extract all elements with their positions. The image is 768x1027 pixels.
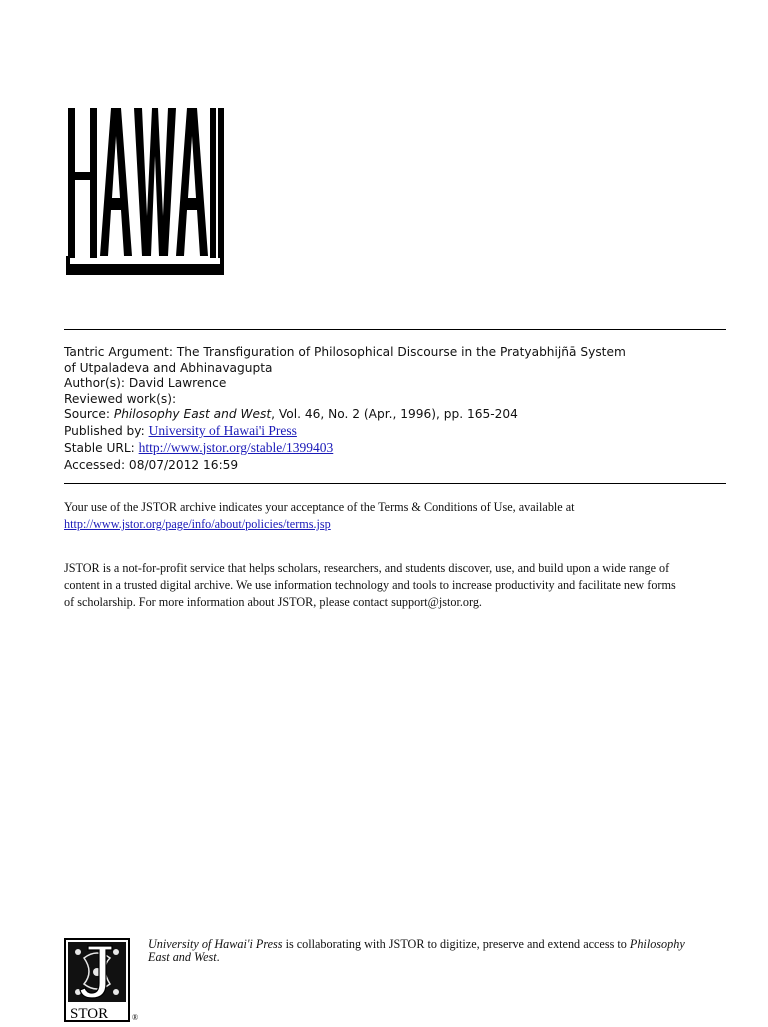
footer-publisher: University of Hawai'i Press <box>148 937 283 951</box>
authors: Author(s): David Lawrence <box>64 376 227 391</box>
published-by-label: Published by: <box>64 423 149 438</box>
article-title-line-1: Tantric Argument: The Transfiguration of Philosophical Discourse in the Pratyabhijñā System <box>64 345 626 359</box>
source-details: , Vol. 46, No. 2 (Apr., 1996), pp. 165-204 <box>271 407 518 422</box>
hawaii-press-logo-icon <box>66 106 226 276</box>
published-by-line <box>64 423 734 440</box>
collaboration-notice <box>148 938 728 963</box>
about-line-1: JSTOR is a not-for-profit service that helps scholars, researchers, and students discover, use, and build upon a wide range of <box>64 561 670 575</box>
middle-divider <box>64 483 726 484</box>
stable-url-link[interactable]: http://www.jstor.org/stable/1399403 <box>138 439 334 455</box>
terms-link[interactable]: http://www.jstor.org/page/info/about/policies/terms.jsp <box>64 517 331 531</box>
about-jstor <box>64 560 734 611</box>
jstor-logo-text: STOR <box>70 1006 109 1022</box>
about-line-3: of scholarship. For more information about JSTOR, please contact support@jstor.org. <box>64 595 482 609</box>
about-line-2: content in a trusted digital archive. We use information technology and tools to increase productivity and facilitate new forms <box>64 578 676 592</box>
registered-mark: ® <box>132 1013 139 1022</box>
terms-notice <box>64 499 734 533</box>
top-divider <box>64 329 726 330</box>
accessed-date: Accessed: 08/07/2012 16:59 <box>64 458 239 473</box>
source-journal: Philosophy East and West <box>113 407 272 422</box>
stable-url-line <box>64 440 734 457</box>
footer-journal-2: East and West <box>148 949 217 964</box>
reviewed-works: Reviewed work(s): <box>64 391 177 406</box>
source-line <box>64 407 734 423</box>
publisher-link[interactable]: University of Hawai'i Press <box>148 422 297 438</box>
footer-end: . <box>216 949 220 964</box>
source-label: Source: <box>64 407 114 422</box>
footer-journal-1: Philosophy <box>629 937 685 951</box>
terms-text: Your use of the JSTOR archive indicates your acceptance of the Terms & Conditions of Use, available at <box>64 500 575 514</box>
footer-middle: is collaborating with JSTOR to digitize, preserve and extend access to <box>282 937 630 951</box>
citation-block <box>64 345 734 474</box>
article-title-line-2: of Utpaladeva and Abhinavagupta <box>64 360 273 375</box>
jstor-logo-icon <box>64 938 144 1022</box>
stable-url-label: Stable URL: <box>64 440 139 455</box>
